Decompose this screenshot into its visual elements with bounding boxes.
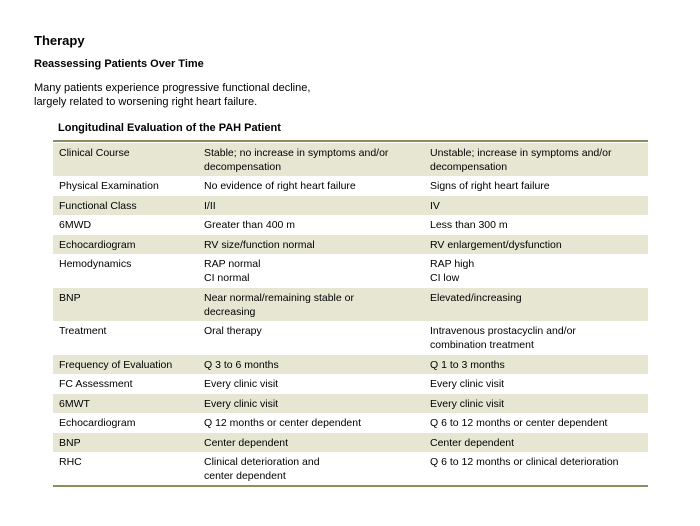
cell-text-line: I/II: [204, 200, 216, 212]
row-label-cell: Clinical Course: [53, 143, 198, 177]
unstable-cell: [424, 143, 648, 177]
cell-text-line: Q 12 months or center dependent: [204, 417, 362, 429]
table-row: [53, 235, 648, 255]
cell-text-line: CI low: [430, 272, 460, 284]
cell-text-line: Center dependent: [430, 437, 515, 449]
cell-text-line: Oral therapy: [204, 325, 262, 337]
unstable-cell: [424, 235, 648, 255]
row-label-cell: Physical Examination: [53, 176, 198, 196]
table-row: [53, 433, 648, 453]
section-subheading: Reassessing Patients Over Time: [34, 58, 204, 70]
row-label-cell: Hemodynamics: [53, 254, 198, 288]
cell-text-line: decompensation: [204, 161, 282, 173]
cell-text-line: Elevated/increasing: [430, 292, 522, 304]
stable-cell: [198, 452, 424, 485]
row-label-cell: Frequency of Evaluation: [53, 355, 198, 375]
cell-text-line: decompensation: [430, 161, 508, 173]
stable-cell: [198, 215, 424, 235]
table-row: [53, 355, 648, 375]
table-row: [53, 374, 648, 394]
unstable-cell: [424, 254, 648, 288]
stable-cell: [198, 321, 424, 355]
cell-text-line: Unstable; increase in symptoms and/or: [430, 147, 612, 159]
table-row: [53, 143, 648, 177]
row-label-cell: Functional Class: [53, 196, 198, 216]
row-label-cell: Treatment: [53, 321, 198, 355]
unstable-cell: [424, 215, 648, 235]
table-row: [53, 176, 648, 196]
cell-text-line: No evidence of right heart failure: [204, 180, 356, 192]
cell-text-line: Every clinic visit: [204, 378, 279, 390]
stable-cell: [198, 254, 424, 288]
unstable-cell: [424, 355, 648, 375]
cell-text-line: Intravenous prostacyclin and/or: [430, 325, 576, 337]
table-row: [53, 254, 648, 288]
stable-cell: [198, 176, 424, 196]
cell-text-line: Greater than 400 m: [204, 219, 296, 231]
table-row: [53, 288, 648, 322]
row-label-cell: 6MWD: [53, 215, 198, 235]
cell-text-line: RV enlargement/dysfunction: [430, 239, 562, 251]
stable-cell: [198, 235, 424, 255]
cell-text-line: Every clinic visit: [204, 398, 279, 410]
cell-text-line: Q 1 to 3 months: [430, 359, 505, 371]
cell-text-line: Every clinic visit: [430, 378, 505, 390]
cell-text-line: IV: [430, 200, 440, 212]
row-label-cell: RHC: [53, 452, 198, 485]
intro-paragraph: [34, 81, 364, 109]
stable-cell: [198, 355, 424, 375]
cell-text-line: RAP normal: [204, 258, 261, 270]
table-row: [53, 413, 648, 433]
stable-cell: [198, 374, 424, 394]
stable-cell: [198, 143, 424, 177]
stable-cell: [198, 196, 424, 216]
unstable-cell: [424, 452, 648, 485]
table-row: [53, 394, 648, 414]
unstable-cell: [424, 433, 648, 453]
row-label-cell: BNP: [53, 433, 198, 453]
unstable-cell: [424, 374, 648, 394]
table-row: [53, 196, 648, 216]
stable-cell: [198, 413, 424, 433]
cell-text-line: RAP high: [430, 258, 475, 270]
table-row: [53, 321, 648, 355]
page-heading: Therapy: [34, 33, 85, 48]
evaluation-table-body: [53, 143, 648, 486]
cell-text-line: Less than 300 m: [430, 219, 508, 231]
cell-text-line: Stable; no increase in symptoms and/or: [204, 147, 389, 159]
row-label-cell: FC Assessment: [53, 374, 198, 394]
stable-cell: [198, 288, 424, 322]
table-row: [53, 215, 648, 235]
cell-text-line: Every clinic visit: [430, 398, 505, 410]
cell-text-line: Q 6 to 12 months or center dependent: [430, 417, 608, 429]
cell-text-line: RV size/function normal: [204, 239, 315, 251]
cell-text-line: Signs of right heart failure: [430, 180, 550, 192]
unstable-cell: [424, 394, 648, 414]
row-label-cell: Echocardiogram: [53, 413, 198, 433]
cell-text-line: Q 6 to 12 months or clinical deterioration: [430, 456, 619, 468]
table-title: Longitudinal Evaluation of the PAH Patient: [58, 122, 281, 134]
unstable-cell: [424, 413, 648, 433]
unstable-cell: [424, 196, 648, 216]
table-row: [53, 452, 648, 485]
stable-cell: [198, 394, 424, 414]
row-label-cell: BNP: [53, 288, 198, 322]
cell-text-line: Center dependent: [204, 437, 289, 449]
evaluation-table-container: [53, 140, 648, 487]
unstable-cell: [424, 176, 648, 196]
row-label-cell: Echocardiogram: [53, 235, 198, 255]
cell-text-line: Clinical deterioration and: [204, 456, 320, 468]
cell-text-line: Near normal/remaining stable or: [204, 292, 354, 304]
intro-line: largely related to worsening right heart failure.: [34, 96, 258, 108]
unstable-cell: [424, 321, 648, 355]
cell-text-line: center dependent: [204, 470, 286, 482]
cell-text-line: CI normal: [204, 272, 250, 284]
unstable-cell: [424, 288, 648, 322]
cell-text-line: combination treatment: [430, 339, 534, 351]
cell-text-line: decreasing: [204, 306, 256, 318]
evaluation-table: [53, 142, 648, 485]
cell-text-line: Q 3 to 6 months: [204, 359, 279, 371]
row-label-cell: 6MWT: [53, 394, 198, 414]
intro-line: Many patients experience progressive functional decline,: [34, 82, 311, 94]
stable-cell: [198, 433, 424, 453]
